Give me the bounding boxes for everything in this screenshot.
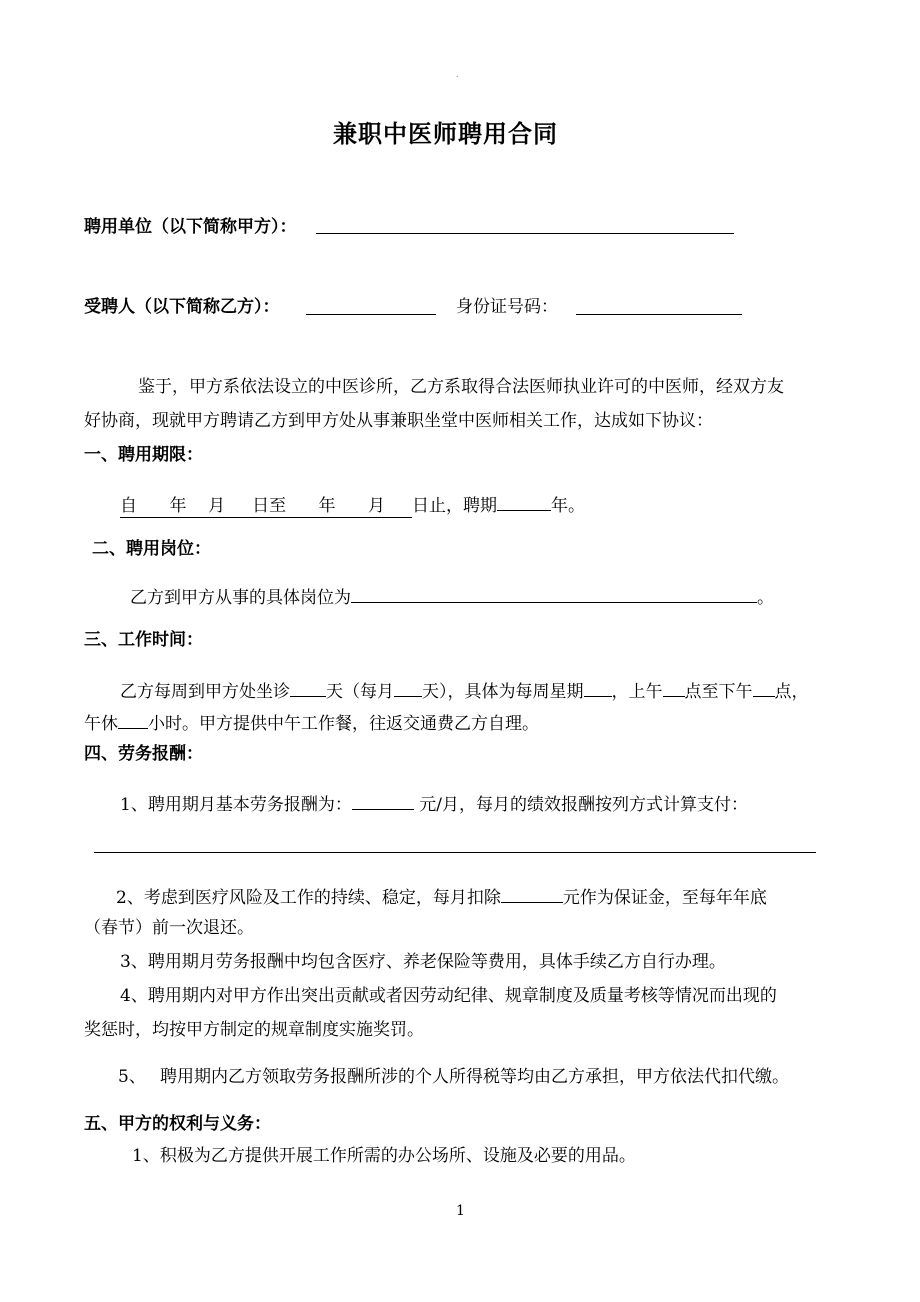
section-5-heading: 五、甲方的权利与义务： bbox=[84, 1114, 271, 1134]
header-mark: . bbox=[456, 70, 459, 79]
pay-item-5-text: 聘用期内乙方领取劳务报酬所涉的个人所得税等均由乙方承担，甲方依法代扣代缴。 bbox=[160, 1067, 789, 1087]
deposit-blank[interactable] bbox=[501, 883, 563, 903]
term-month-1: 月 bbox=[208, 496, 226, 516]
lunch-hours-blank[interactable] bbox=[118, 709, 148, 729]
pay-item-4-line-2: 奖惩时，均按甲方制定的规章制度实施奖罚。 bbox=[84, 1020, 424, 1040]
work-time-line-1 bbox=[120, 677, 809, 703]
position-line bbox=[130, 583, 774, 609]
work-time-text-2: 天（每月 bbox=[326, 682, 394, 702]
pay-item-1 bbox=[120, 790, 748, 816]
pay-item-5-number: 5、 bbox=[118, 1067, 146, 1087]
term-years-blank[interactable] bbox=[497, 491, 551, 511]
position-blank[interactable] bbox=[351, 583, 757, 603]
days-per-week-blank[interactable] bbox=[290, 677, 326, 697]
page-title: 兼职中医师聘用合同 bbox=[333, 119, 558, 148]
party-b-label: 受聘人（以下简称乙方）： bbox=[84, 297, 280, 317]
work-time-text-3: 天），具体为每周星期 bbox=[422, 682, 584, 702]
term-line bbox=[120, 491, 585, 518]
position-label: 乙方到甲方从事的具体岗位为 bbox=[130, 588, 351, 608]
work-time-text-5: 点至下午 bbox=[684, 682, 753, 702]
term-year-end: 年。 bbox=[551, 496, 585, 516]
pay-item-2-text-a: 2、考虑到医疗风险及工作的持续、稳定，每月扣除 bbox=[116, 888, 501, 908]
term-day-end: 日止，聘期 bbox=[412, 496, 497, 516]
party-b-name-blank[interactable] bbox=[306, 314, 436, 315]
term-year-1: 年 bbox=[169, 496, 187, 516]
term-year-2: 年 bbox=[318, 496, 336, 516]
pay-item-1-text-b: 元/月，每月的绩效报酬按列方式计算支付： bbox=[419, 795, 748, 815]
pay-item-4-line-1: 4、聘用期内对甲方作出突出贡献或者因劳动纪律、规章制度及质量考核等情况而出现的 bbox=[120, 986, 777, 1006]
section-2-heading: 二、聘用岗位： bbox=[92, 539, 211, 559]
section-4-heading: 四、劳务报酬： bbox=[84, 744, 203, 764]
pay-item-2-line-1 bbox=[116, 883, 767, 909]
party-a-duty-1: 1、积极为乙方提供开展工作所需的办公场所、设施及必要的用品。 bbox=[132, 1146, 636, 1166]
section-1-heading: 一、聘用期限： bbox=[84, 445, 203, 465]
section-3-heading: 三、工作时间： bbox=[84, 630, 203, 650]
work-time-text-4: ，上午 bbox=[611, 682, 663, 702]
preamble-line-2: 好协商，现就甲方聘请乙方到甲方处从事兼职坐堂中医师相关工作，达成如下协议： bbox=[84, 411, 713, 431]
start-hour-blank[interactable] bbox=[663, 677, 685, 697]
party-a-label: 聘用单位（以下简称甲方）： bbox=[84, 217, 297, 237]
pay-item-2-text-b: 元作为保证金，至每年年底 bbox=[562, 888, 767, 908]
position-end: 。 bbox=[757, 588, 774, 608]
bonus-formula-blank[interactable] bbox=[94, 852, 816, 853]
term-dates-blank[interactable] bbox=[120, 495, 412, 518]
base-pay-blank[interactable] bbox=[352, 790, 414, 810]
work-time-line-2 bbox=[84, 709, 539, 735]
id-number-blank[interactable] bbox=[576, 314, 742, 315]
weekday-blank[interactable] bbox=[584, 677, 612, 697]
pay-item-3: 3、聘用期月劳务报酬中均包含医疗、养老保险等费用，具体手续乙方自行办理。 bbox=[120, 952, 726, 972]
page-number: 1 bbox=[456, 1203, 465, 1219]
end-hour-blank[interactable] bbox=[753, 677, 775, 697]
work-time-text-1: 乙方每周到甲方处坐诊 bbox=[120, 682, 290, 702]
id-number-label: 身份证号码： bbox=[456, 297, 558, 317]
party-a-blank[interactable] bbox=[316, 233, 734, 234]
pay-item-1-text-a: 1、聘用期月基本劳务报酬为： bbox=[120, 795, 352, 815]
term-day-to: 日至 bbox=[252, 496, 287, 516]
term-month-2: 月 bbox=[367, 496, 385, 516]
work-time-text-6: 点， bbox=[774, 682, 809, 702]
preamble-line-1: 鉴于，甲方系依法设立的中医诊所，乙方系取得合法医师执业许可的中医师，经双方友 bbox=[138, 377, 784, 397]
work-time-text-8: 小时。甲方提供中午工作餐，往返交通费乙方自理。 bbox=[148, 714, 539, 734]
pay-item-2-line-2: （春节）前一次退还。 bbox=[84, 918, 254, 938]
days-per-month-blank[interactable] bbox=[394, 677, 422, 697]
term-from: 自 bbox=[120, 496, 137, 516]
work-time-text-7: 午休 bbox=[84, 714, 118, 734]
